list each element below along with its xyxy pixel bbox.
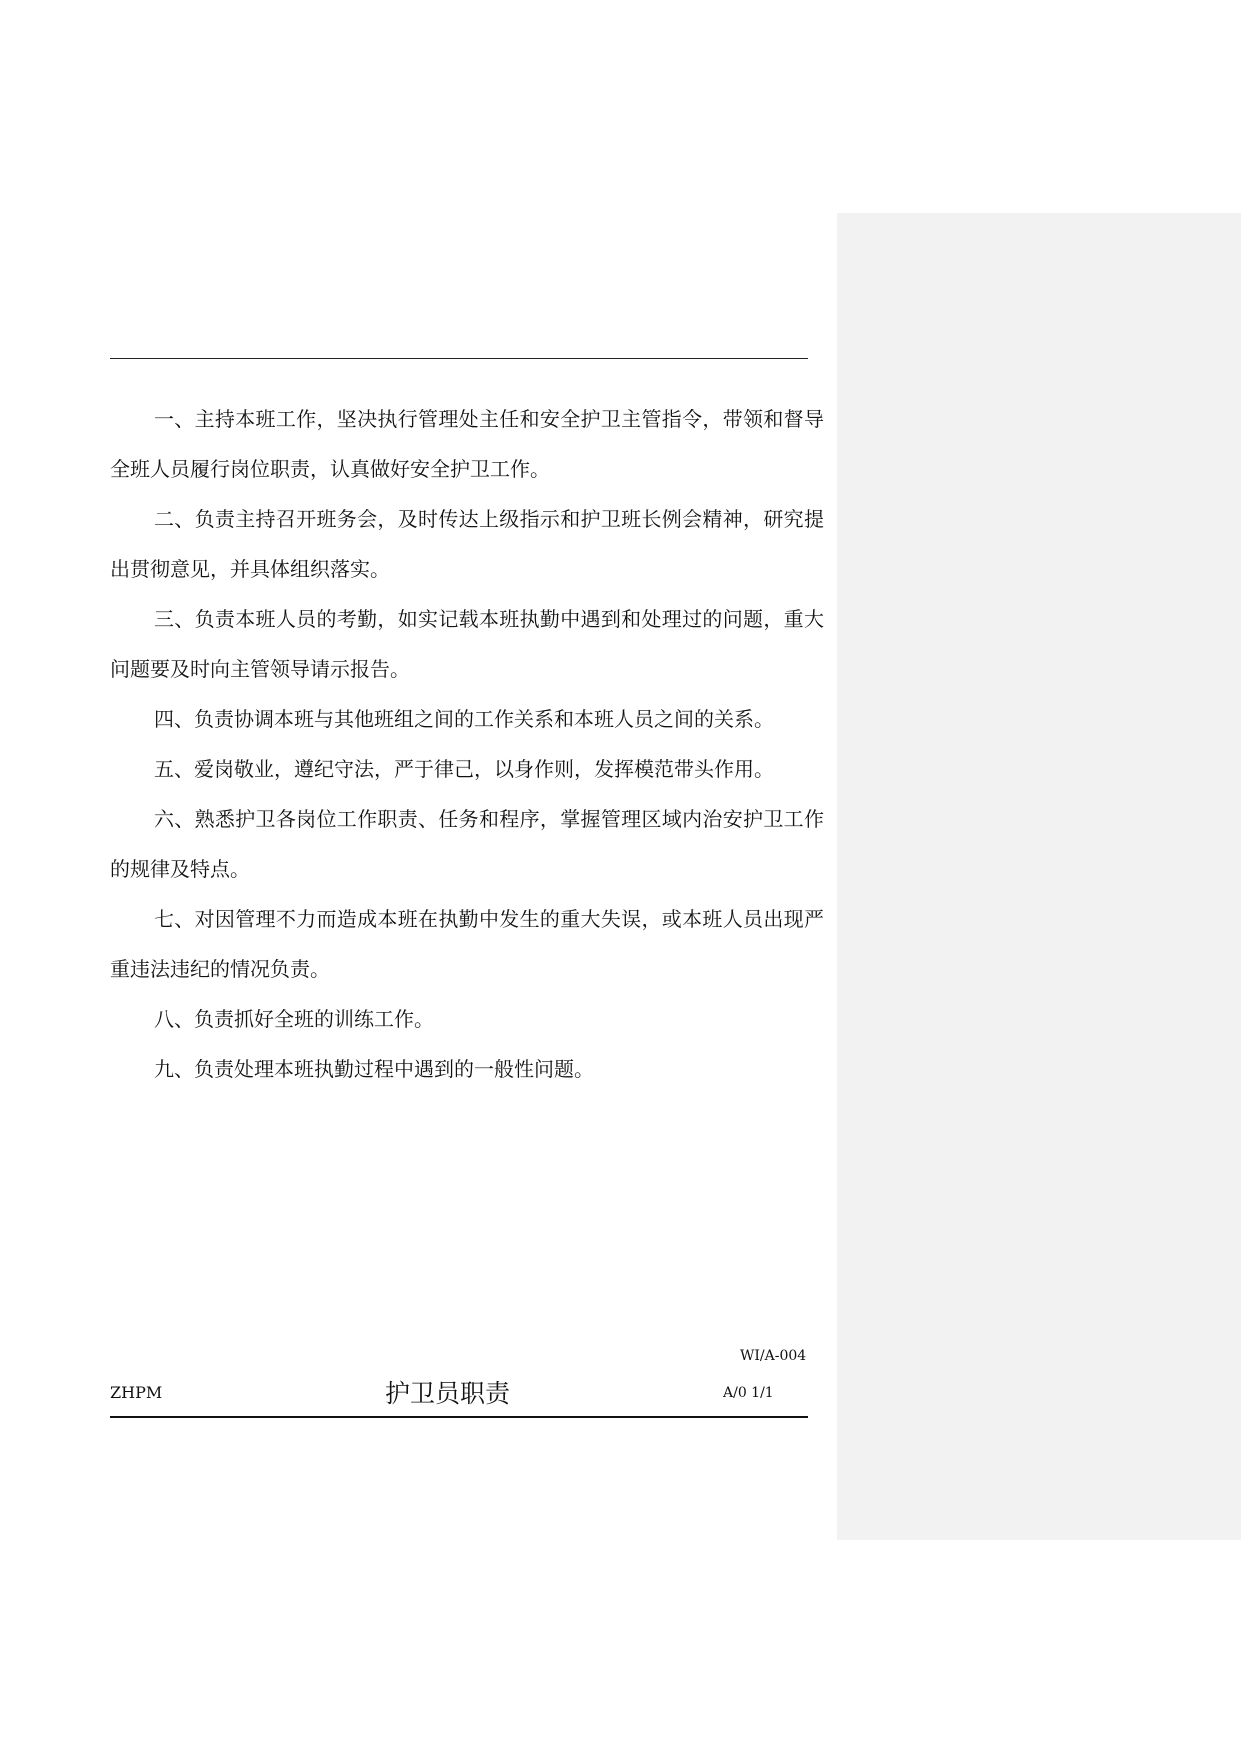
- revision-page: A/0 1/1: [723, 1385, 774, 1401]
- comment-margin-panel: [837, 213, 1241, 1540]
- duty-paragraph-3: 三、负责本班人员的考勤，如实记载本班执勤中遇到和处理过的问题，重大问题要及时向主管领导请示报告。: [110, 607, 824, 681]
- duty-paragraph-6: 六、熟悉护卫各岗位工作职责、任务和程序，掌握管理区域内治安护卫工作的规律及特点。: [110, 807, 824, 881]
- document-code: WI/A-004: [740, 1348, 807, 1364]
- document-body: [110, 394, 824, 1094]
- document-title: 护卫员职责: [385, 1379, 511, 1408]
- duty-paragraph-4: 四、负责协调本班与其他班组之间的工作关系和本班人员之间的关系。: [154, 707, 774, 731]
- header-rule: [110, 358, 808, 359]
- duty-paragraph-9: 九、负责处理本班执勤过程中遇到的一般性问题。: [154, 1057, 594, 1081]
- duty-paragraph-7: 七、对因管理不力而造成本班在执勤中发生的重大失误，或本班人员出现严重违法违纪的情况负责。: [110, 907, 824, 981]
- duty-paragraph-2: 二、负责主持召开班务会，及时传达上级指示和护卫班长例会精神，研究提出贯彻意见，并具体组织落实。: [110, 507, 824, 581]
- company-code: ZHPM: [110, 1383, 163, 1402]
- duty-paragraph-8: 八、负责抓好全班的训练工作。: [154, 1007, 434, 1031]
- duty-paragraph-1: 一、主持本班工作，坚决执行管理处主任和安全护卫主管指令，带领和督导全班人员履行岗位职责，认真做好安全护卫工作。: [110, 407, 824, 481]
- footer-rule: [110, 1416, 808, 1418]
- duty-paragraph-5: 五、爱岗敬业，遵纪守法，严于律己，以身作则，发挥模范带头作用。: [154, 757, 774, 781]
